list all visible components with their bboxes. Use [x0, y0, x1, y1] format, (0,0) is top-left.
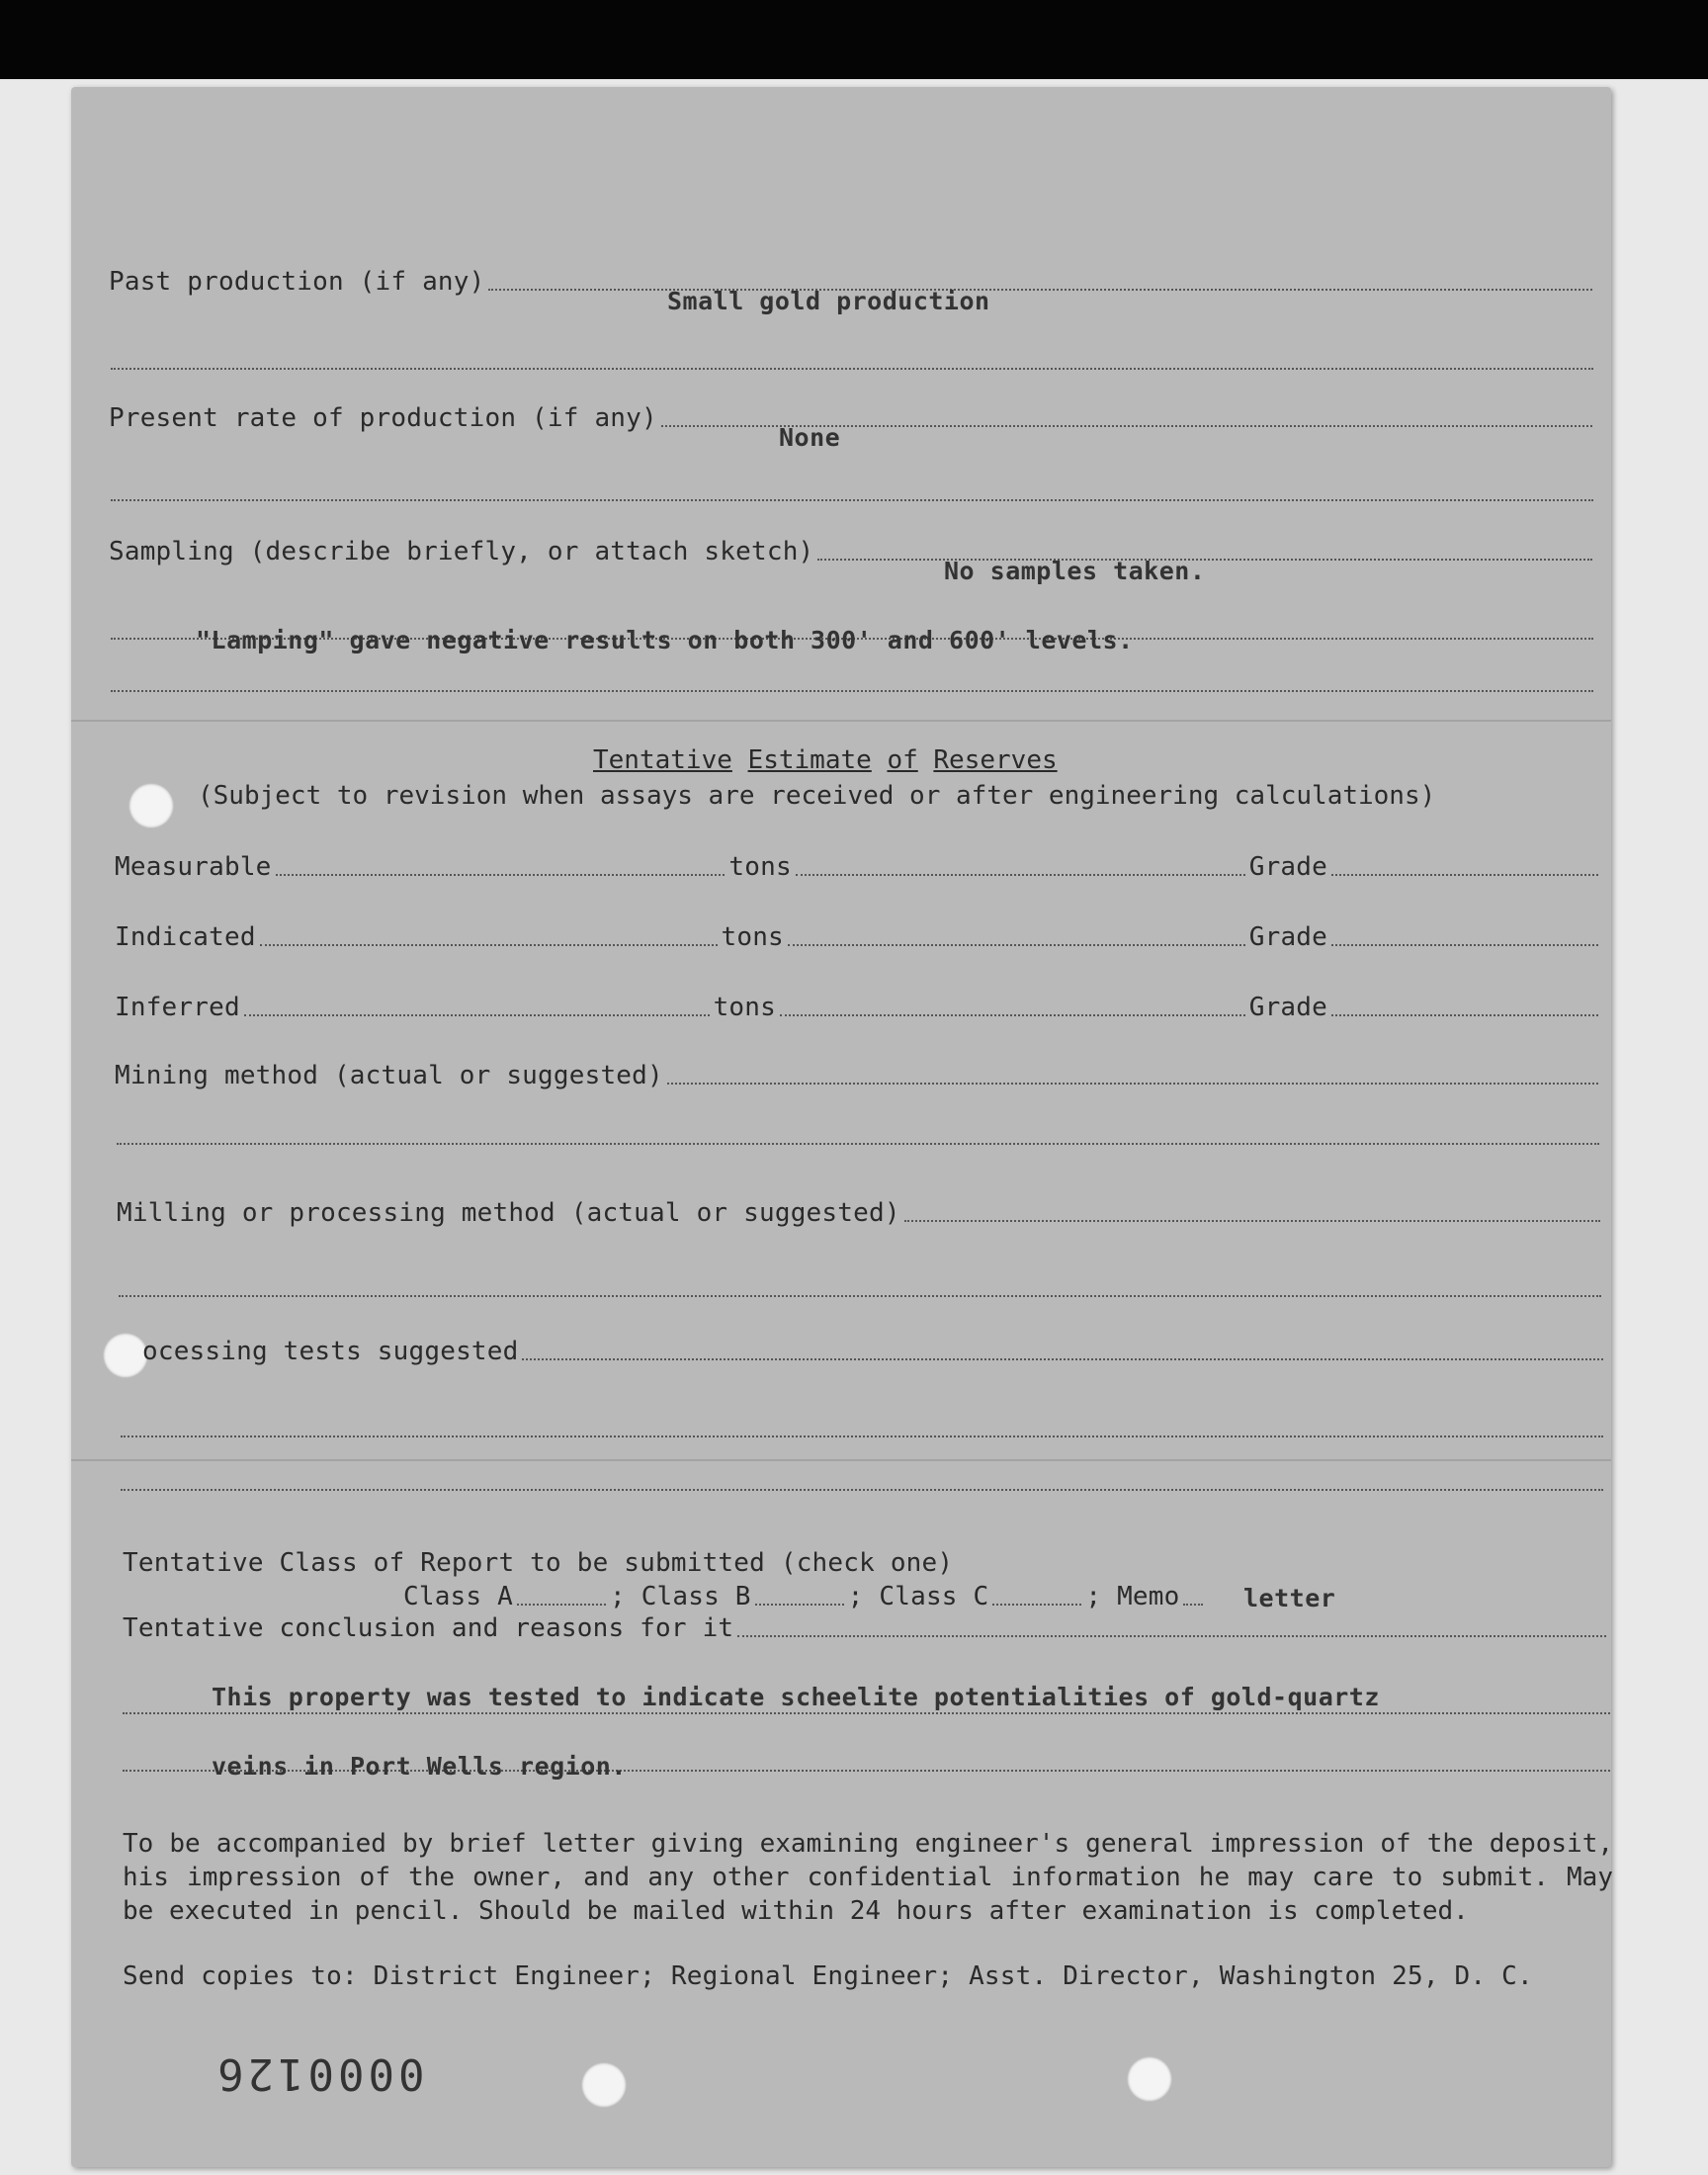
sampling-line: [109, 537, 1596, 566]
reserves-title-word: Reserves: [933, 745, 1058, 775]
grade-field[interactable]: [1331, 1014, 1598, 1016]
fold-crease: [71, 720, 1611, 722]
tons-field[interactable]: [260, 944, 718, 946]
sampling-label: Sampling (describe briefly, or attach sketch): [109, 537, 814, 566]
fold-crease: [71, 1459, 1611, 1461]
reserves-subtitle: (Subject to revision when assays are received or after engineering calculations): [198, 781, 1436, 811]
mining-method-field[interactable]: [667, 1083, 1598, 1085]
blank-rule: [121, 1489, 1603, 1491]
sampling-value-2: "Lamping" gave negative results on both 300' and 600' levels.: [196, 626, 1134, 654]
class-c-label: ; Class C: [847, 1582, 989, 1611]
present-rate-label: Present rate of production (if any): [109, 403, 657, 433]
punch-hole: [128, 783, 174, 828]
reserves-title: [593, 745, 1058, 775]
tons-label: tons: [728, 852, 792, 882]
tons-label: tons: [713, 993, 776, 1022]
reserves-row-measurable: [115, 852, 1602, 882]
conclusion-rule-1: [123, 1712, 1610, 1714]
blank-rule: [119, 1295, 1601, 1297]
send-copies-line: Send copies to: District Engineer; Regional Engineer; Asst. Director, Washington 25, D. C.: [123, 1961, 1533, 1991]
grade-field[interactable]: [1331, 874, 1598, 876]
blank-rule: [121, 1436, 1603, 1437]
sampling-value-1: No samples taken.: [944, 557, 1206, 585]
instructions-paragraph: To be accompanied by brief letter giving examining engineer's general impression of the deposit, his impression of the owner, and any other confidential information he may care to submit. May be executed in pencil. Should be mailed within 24 hours after examination is completed.: [123, 1829, 1613, 1926]
conclusion-field[interactable]: [737, 1635, 1606, 1637]
mining-method-line: [115, 1061, 1602, 1090]
grade-label: Grade: [1248, 852, 1327, 882]
processing-tests-field[interactable]: [522, 1358, 1603, 1360]
processing-tests-line: [142, 1337, 1607, 1366]
grade-label: Grade: [1248, 922, 1328, 952]
tons-blank[interactable]: [780, 1014, 1245, 1016]
class-c-checkbox[interactable]: [992, 1604, 1081, 1606]
memo-checkbox[interactable]: [1183, 1604, 1203, 1606]
conclusion-label: Tentative conclusion and reasons for it: [123, 1613, 734, 1643]
punch-hole: [581, 2062, 627, 2108]
class-a-label: Class A: [403, 1582, 513, 1611]
reserves-row-label: Inferred: [115, 993, 240, 1022]
tons-blank[interactable]: [796, 874, 1245, 876]
memo-label: ; Memo: [1085, 1582, 1180, 1611]
conclusion-value-2: veins in Port Wells region.: [212, 1752, 627, 1781]
blank-rule: [111, 368, 1593, 370]
conclusion-line: [123, 1613, 1610, 1643]
present-rate-value: None: [779, 423, 841, 452]
present-rate-line: [109, 403, 1596, 433]
past-production-label: Past production (if any): [109, 267, 485, 297]
reserves-title-word: Tentative: [593, 745, 732, 775]
processing-tests-label: ocessing tests suggested: [142, 1337, 519, 1366]
milling-method-line: [117, 1198, 1604, 1228]
milling-method-field[interactable]: [904, 1220, 1600, 1222]
scanner-black-band: [0, 0, 1708, 79]
reserves-row-label: Measurable: [115, 852, 272, 882]
tons-label: tons: [721, 922, 784, 952]
class-options: [403, 1582, 1214, 1611]
class-a-checkbox[interactable]: [517, 1604, 606, 1606]
mining-method-label: Mining method (actual or suggested): [115, 1061, 663, 1090]
reserves-title-word: of: [887, 745, 918, 775]
blank-rule: [111, 499, 1593, 501]
milling-method-label: Milling or processing method (actual or suggested): [117, 1198, 900, 1228]
punch-hole: [1127, 2056, 1172, 2102]
blank-rule: [111, 690, 1593, 692]
grade-field[interactable]: [1331, 944, 1598, 946]
class-b-checkbox[interactable]: [755, 1604, 844, 1606]
grade-label: Grade: [1248, 993, 1327, 1022]
reserves-row-indicated: [115, 922, 1602, 952]
class-of-report-label: Tentative Class of Report to be submitted (check one): [123, 1548, 954, 1578]
tons-field[interactable]: [276, 874, 726, 876]
tons-field[interactable]: [244, 1014, 710, 1016]
reserves-row-inferred: [115, 993, 1602, 1022]
blank-rule: [117, 1143, 1599, 1145]
past-production-field[interactable]: [488, 289, 1592, 291]
memo-value: letter: [1243, 1584, 1336, 1612]
reserves-row-label: Indicated: [115, 922, 256, 952]
reserves-title-word: Estimate: [747, 745, 872, 775]
tons-blank[interactable]: [788, 944, 1245, 946]
class-b-label: ; Class B: [609, 1582, 751, 1611]
past-production-value: Small gold production: [667, 287, 990, 315]
document-number-stamp: 0000126: [214, 2048, 425, 2099]
conclusion-value-1: This property was tested to indicate scheelite potentialities of gold-quartz: [212, 1683, 1380, 1711]
